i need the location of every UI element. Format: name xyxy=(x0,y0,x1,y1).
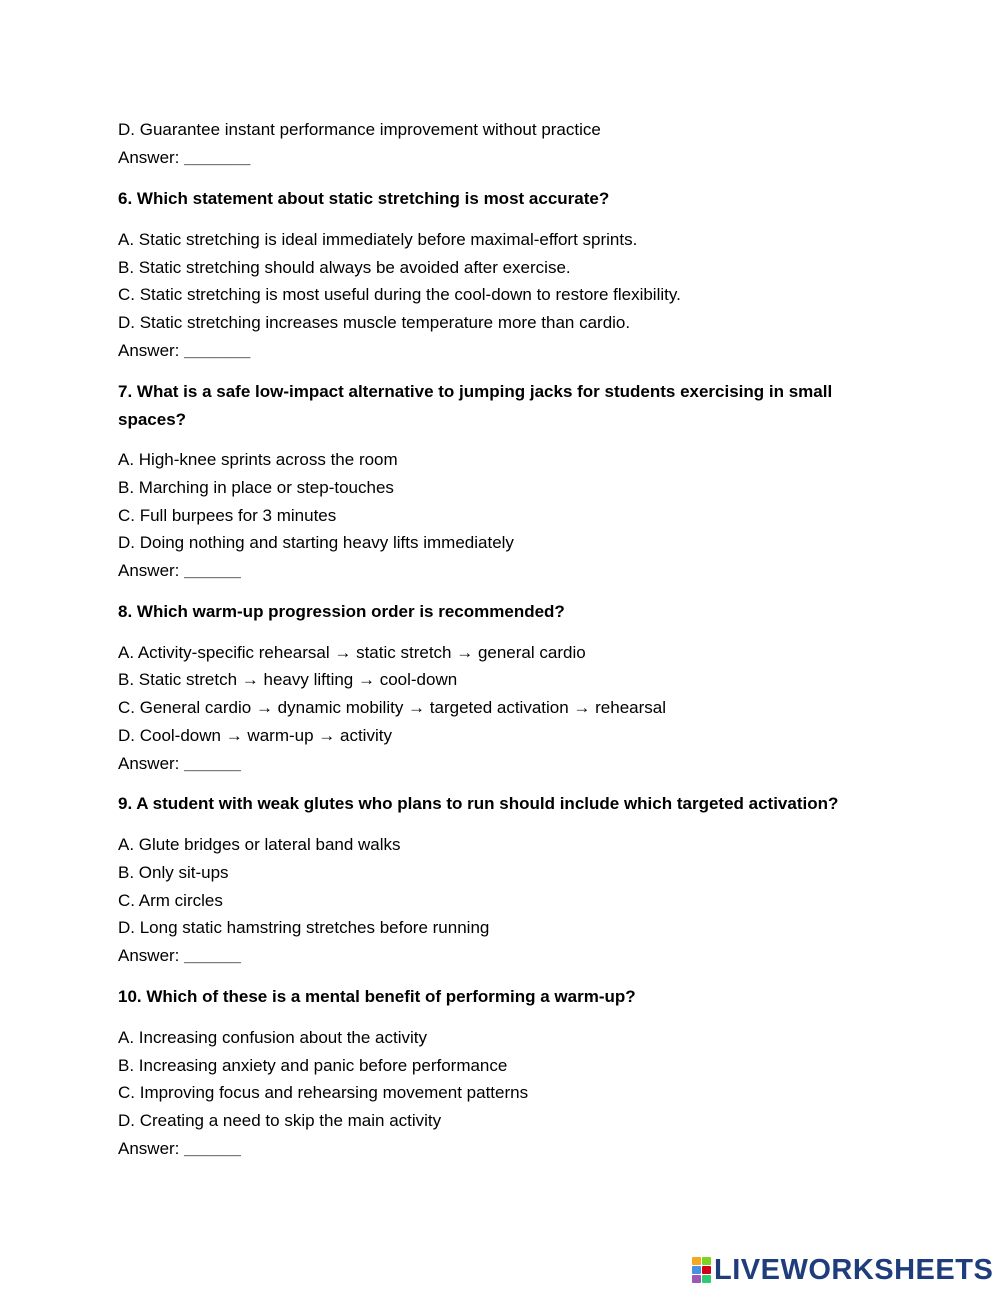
answer-label: Answer: xyxy=(118,148,180,167)
logo-mark-tile xyxy=(692,1275,701,1283)
q6-option-b: B. Static stretching should always be avoided after exercise. xyxy=(118,258,571,277)
q5-answer-row xyxy=(118,148,250,168)
q9-option-d: D. Long static hamstring stretches before running xyxy=(118,918,490,937)
logo-mark-tile xyxy=(702,1275,711,1283)
q6-answer-row xyxy=(118,341,250,361)
q8-option-b: B. Static stretch → heavy lifting → cool-down xyxy=(118,670,458,689)
q10-option-c: C. Improving focus and rehearsing movement patterns xyxy=(118,1083,529,1102)
answer-label: Answer: xyxy=(118,946,180,965)
q9-answer-row xyxy=(118,946,241,966)
logo-mark-icon xyxy=(692,1257,711,1283)
q10-answer-row xyxy=(118,1139,241,1159)
liveworksheets-logo[interactable] xyxy=(692,1256,993,1284)
logo-mark-tile xyxy=(692,1266,701,1274)
logo-text: LIVEWORKSHEETS xyxy=(714,1254,994,1286)
q6-option-c: C. Static stretching is most useful during the cool-down to restore flexibility. xyxy=(118,285,681,304)
answer-label: Answer: xyxy=(118,341,180,360)
q9-question: 9. A student with weak glutes who plans to run should include which targeted activation? xyxy=(118,794,839,813)
answer-label: Answer: xyxy=(118,561,180,580)
q9-option-c: C. Arm circles xyxy=(118,891,223,910)
q8-answer-row xyxy=(118,754,241,774)
q9-answer-blank[interactable]: ______ xyxy=(184,946,241,965)
logo-mark-tile xyxy=(692,1257,701,1265)
answer-label: Answer: xyxy=(118,1139,180,1158)
q10-answer-blank[interactable]: ______ xyxy=(184,1139,241,1158)
q6-question: 6. Which statement about static stretching is most accurate? xyxy=(118,189,610,208)
logo-mark-tile xyxy=(702,1257,711,1265)
q6-answer-blank[interactable]: _______ xyxy=(184,341,251,360)
q7-answer-row xyxy=(118,561,241,581)
q10-option-b: B. Increasing anxiety and panic before performance xyxy=(118,1056,508,1075)
q8-question: 8. Which warm-up progression order is recommended? xyxy=(118,602,565,621)
q6-option-d: D. Static stretching increases muscle temperature more than cardio. xyxy=(118,313,631,332)
q5-option-d: D. Guarantee instant performance improvement without practice xyxy=(118,120,601,139)
q9-option-a: A. Glute bridges or lateral band walks xyxy=(118,835,401,854)
q7-option-d: D. Doing nothing and starting heavy lifts immediately xyxy=(118,533,514,552)
q8-answer-blank[interactable]: ______ xyxy=(184,754,241,773)
q10-option-a: A. Increasing confusion about the activity xyxy=(118,1028,428,1047)
q7-option-b: B. Marching in place or step-touches xyxy=(118,478,394,497)
q9-option-b: B. Only sit-ups xyxy=(118,863,229,882)
logo-mark-tile xyxy=(702,1266,711,1274)
answer-label: Answer: xyxy=(118,754,180,773)
q10-option-d: D. Creating a need to skip the main activity xyxy=(118,1111,442,1130)
q7-question-line2: spaces? xyxy=(118,410,187,429)
q8-option-c: C. General cardio → dynamic mobility → targeted activation → rehearsal xyxy=(118,698,667,717)
q5-answer-blank[interactable]: _______ xyxy=(184,148,251,167)
q7-answer-blank[interactable]: ______ xyxy=(184,561,241,580)
q7-option-c: C. Full burpees for 3 minutes xyxy=(118,506,337,525)
q7-question-line1: 7. What is a safe low-impact alternative to jumping jacks for students exercising in small xyxy=(118,382,833,401)
q8-option-d: D. Cool-down → warm-up → activity xyxy=(118,726,392,745)
q10-question: 10. Which of these is a mental benefit of performing a warm-up? xyxy=(118,987,636,1006)
q6-option-a: A. Static stretching is ideal immediately before maximal-effort sprints. xyxy=(118,230,638,249)
q8-option-a: A. Activity-specific rehearsal → static stretch → general cardio xyxy=(118,643,586,662)
q7-option-a: A. High-knee sprints across the room xyxy=(118,450,398,469)
